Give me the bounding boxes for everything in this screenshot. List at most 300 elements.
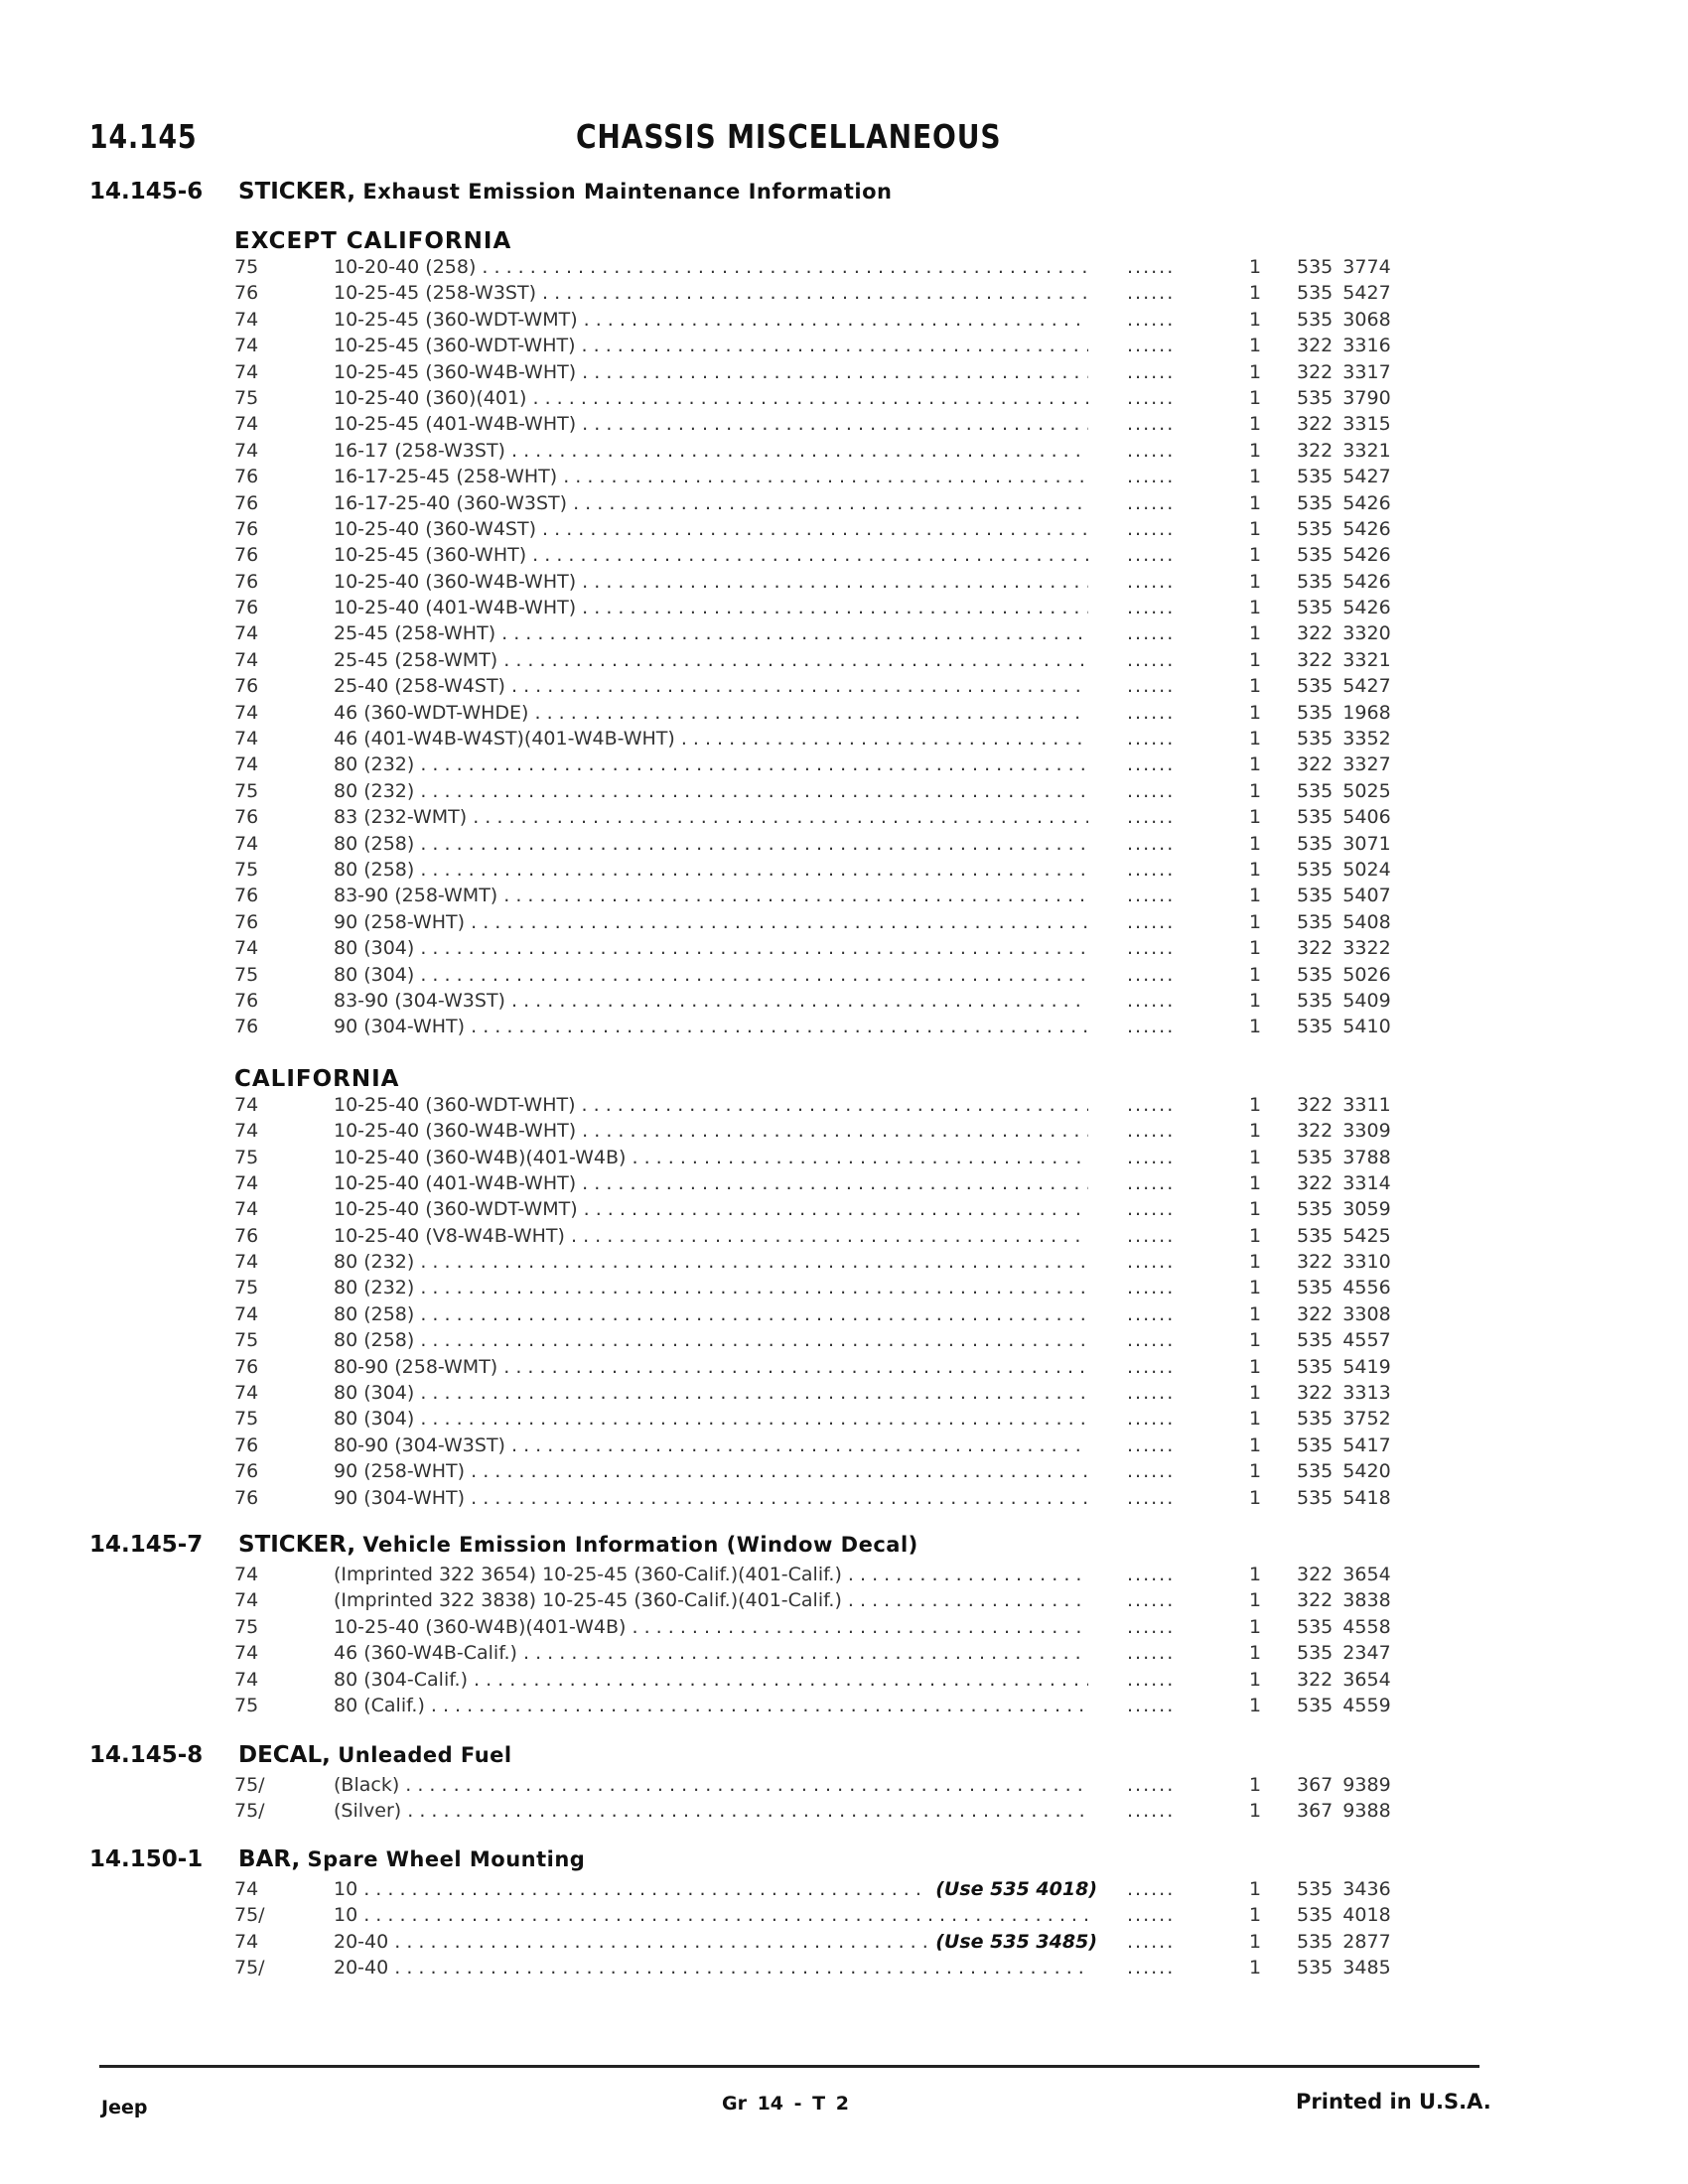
section-subtitle: Spare Wheel Mounting bbox=[307, 1847, 586, 1871]
leader-dots: ...... bbox=[1127, 832, 1176, 855]
leader-dots: ...... bbox=[1127, 1224, 1176, 1247]
list-item bbox=[0, 361, 1688, 387]
parts-list-window-decal bbox=[0, 1564, 1688, 1720]
part-number: 535 5026 bbox=[1297, 963, 1391, 986]
model-year: 75/ bbox=[234, 1774, 265, 1796]
part-number: 322 3321 bbox=[1297, 648, 1391, 671]
item-description: 80 (258) . . . bbox=[334, 1329, 1088, 1351]
list-item bbox=[0, 1589, 1688, 1615]
part-number: 535 5417 bbox=[1297, 1433, 1391, 1456]
section-14-145-8 bbox=[0, 1742, 1688, 1827]
section-keyword: BAR, bbox=[238, 1846, 301, 1872]
part-number: 535 5024 bbox=[1297, 858, 1391, 881]
quantity: 1 bbox=[1249, 1878, 1262, 1900]
model-year: 74 bbox=[234, 1878, 259, 1900]
list-item bbox=[0, 728, 1688, 753]
quantity: 1 bbox=[1249, 963, 1262, 986]
list-item bbox=[0, 1356, 1688, 1382]
part-number: 535 5426 bbox=[1297, 544, 1391, 567]
section-subtitle: Unleaded Fuel bbox=[338, 1743, 512, 1767]
list-item bbox=[0, 964, 1688, 990]
leader-dots: ...... bbox=[1127, 806, 1176, 829]
part-number: 535 3752 bbox=[1297, 1408, 1391, 1431]
list-item bbox=[0, 1016, 1688, 1041]
item-description: 83 (232-WMT) . . . bbox=[334, 806, 1088, 828]
quantity: 1 bbox=[1249, 1171, 1262, 1194]
item-description: 80 (258) . . . bbox=[334, 859, 1088, 881]
list-item bbox=[0, 885, 1688, 910]
item-description: 80 (304) . . . bbox=[334, 937, 1088, 959]
part-number: 367 9388 bbox=[1297, 1800, 1391, 1823]
item-description: 80 (232) . . . bbox=[334, 780, 1088, 802]
footer-rule bbox=[99, 2065, 1479, 2068]
list-item bbox=[0, 1460, 1688, 1486]
list-item bbox=[0, 1669, 1688, 1695]
parts-list-except-california bbox=[0, 256, 1688, 1042]
part-number: 535 3059 bbox=[1297, 1198, 1391, 1221]
item-description: 80-90 (304-W3ST) . . . bbox=[334, 1434, 1088, 1456]
list-item bbox=[0, 492, 1688, 518]
part-number: 322 3838 bbox=[1297, 1589, 1391, 1612]
quantity: 1 bbox=[1249, 701, 1262, 724]
list-item bbox=[0, 1198, 1688, 1224]
model-year: 74 bbox=[234, 937, 259, 960]
part-number: 535 4556 bbox=[1297, 1277, 1391, 1299]
item-description: 80 (304) . . . bbox=[334, 1408, 1088, 1430]
model-year: 75 bbox=[234, 1277, 259, 1299]
part-number: 535 5427 bbox=[1297, 282, 1391, 305]
leader-dots: ...... bbox=[1127, 1904, 1176, 1927]
leader-dots: ...... bbox=[1127, 413, 1176, 436]
list-item bbox=[0, 859, 1688, 885]
leader-dots: ...... bbox=[1127, 779, 1176, 802]
quantity: 1 bbox=[1249, 1329, 1262, 1352]
leader-dots: ...... bbox=[1127, 308, 1176, 331]
item-description: 16-17-25-45 (258-WHT) . . . bbox=[334, 466, 1088, 487]
quantity: 1 bbox=[1249, 1774, 1262, 1796]
leader-dots: ...... bbox=[1127, 1668, 1176, 1691]
leader-dots: ...... bbox=[1127, 1093, 1176, 1116]
model-year: 74 bbox=[234, 308, 259, 331]
leader-dots: ...... bbox=[1127, 937, 1176, 960]
quantity: 1 bbox=[1249, 1930, 1262, 1953]
list-item bbox=[0, 1303, 1688, 1329]
model-year: 75 bbox=[234, 1408, 259, 1431]
model-year: 74 bbox=[234, 1564, 259, 1585]
list-item bbox=[0, 1382, 1688, 1408]
model-year: 74 bbox=[234, 1382, 259, 1405]
item-description: 10-25-40 (360-W4B-WHT) . . . bbox=[334, 1120, 1088, 1142]
item-description: 46 (401-W4B-W4ST)(401-W4B-WHT) . . . bbox=[334, 728, 1088, 750]
model-year: 75/ bbox=[234, 1800, 265, 1823]
part-number: 535 4018 bbox=[1297, 1904, 1391, 1927]
leader-dots: ...... bbox=[1127, 1355, 1176, 1378]
list-item bbox=[0, 544, 1688, 570]
leader-dots: ...... bbox=[1127, 1120, 1176, 1143]
item-description: 25-40 (258-W4ST) . . . bbox=[334, 675, 1088, 697]
list-item bbox=[0, 1695, 1688, 1720]
part-number: 535 3436 bbox=[1297, 1878, 1391, 1900]
quantity: 1 bbox=[1249, 806, 1262, 829]
list-item bbox=[0, 622, 1688, 648]
list-item bbox=[0, 1329, 1688, 1355]
leader-dots: ...... bbox=[1127, 989, 1176, 1012]
section-14-150-1 bbox=[0, 1846, 1688, 1983]
item-description: (Imprinted 322 3654) 10-25-45 (360-Calif.)(401-Calif.) . . . bbox=[334, 1564, 1088, 1585]
leader-dots: ...... bbox=[1127, 1198, 1176, 1221]
quantity: 1 bbox=[1249, 1668, 1262, 1691]
model-year: 76 bbox=[234, 491, 259, 514]
list-item bbox=[0, 413, 1688, 439]
section-keyword: STICKER, bbox=[238, 1532, 356, 1558]
model-year: 76 bbox=[234, 570, 259, 593]
part-number: 322 3321 bbox=[1297, 439, 1391, 462]
model-year: 75 bbox=[234, 1329, 259, 1352]
item-description: 46 (360-WDT-WHDE) . . . bbox=[334, 702, 1088, 724]
item-description: 46 (360-W4B-Calif.) . . . bbox=[334, 1642, 1088, 1664]
model-year: 74 bbox=[234, 1120, 259, 1143]
model-year: 74 bbox=[234, 832, 259, 855]
list-item bbox=[0, 256, 1688, 282]
list-item bbox=[0, 1800, 1688, 1826]
item-description: 10-25-40 (V8-W4B-WHT) . . . bbox=[334, 1225, 1088, 1247]
part-number: 535 5420 bbox=[1297, 1460, 1391, 1483]
model-year: 76 bbox=[234, 989, 259, 1012]
leader-dots: ...... bbox=[1127, 1433, 1176, 1456]
leader-dots: ...... bbox=[1127, 675, 1176, 698]
part-number: 535 2347 bbox=[1297, 1642, 1391, 1665]
model-year: 76 bbox=[234, 544, 259, 567]
leader-dots: ...... bbox=[1127, 858, 1176, 881]
part-number: 535 5418 bbox=[1297, 1486, 1391, 1509]
list-item bbox=[0, 702, 1688, 728]
model-year: 76 bbox=[234, 466, 259, 488]
model-year: 75 bbox=[234, 1146, 259, 1168]
item-description: 25-45 (258-WMT) . . . bbox=[334, 649, 1088, 671]
list-item bbox=[0, 780, 1688, 806]
quantity: 1 bbox=[1249, 1355, 1262, 1378]
part-number: 535 5407 bbox=[1297, 885, 1391, 907]
quantity: 1 bbox=[1249, 1251, 1262, 1274]
model-year: 76 bbox=[234, 910, 259, 933]
list-item bbox=[0, 282, 1688, 308]
footer-brand: Jeep bbox=[101, 2097, 148, 2118]
item-description: 10-25-40 (360-W4ST) . . . bbox=[334, 518, 1088, 540]
item-description: 16-17 (258-W3ST) . . . bbox=[334, 440, 1088, 462]
leader-dots: ...... bbox=[1127, 466, 1176, 488]
quantity: 1 bbox=[1249, 1486, 1262, 1509]
list-item bbox=[0, 1904, 1688, 1930]
quantity: 1 bbox=[1249, 1460, 1262, 1483]
list-item bbox=[0, 1878, 1688, 1904]
leader-dots: ...... bbox=[1127, 597, 1176, 619]
part-number: 535 3071 bbox=[1297, 832, 1391, 855]
list-item bbox=[0, 1225, 1688, 1251]
list-item bbox=[0, 597, 1688, 622]
leader-dots: ...... bbox=[1127, 1146, 1176, 1168]
part-number: 322 3320 bbox=[1297, 622, 1391, 645]
quantity: 1 bbox=[1249, 544, 1262, 567]
list-item bbox=[0, 911, 1688, 937]
leader-dots: ...... bbox=[1127, 1800, 1176, 1823]
quantity: 1 bbox=[1249, 517, 1262, 540]
model-year: 76 bbox=[234, 885, 259, 907]
leader-dots: ...... bbox=[1127, 1589, 1176, 1612]
quantity: 1 bbox=[1249, 622, 1262, 645]
list-item bbox=[0, 1147, 1688, 1172]
leader-dots: ...... bbox=[1127, 282, 1176, 305]
part-number: 322 3317 bbox=[1297, 360, 1391, 383]
part-number: 367 9389 bbox=[1297, 1774, 1391, 1796]
leader-dots: ...... bbox=[1127, 1957, 1176, 1979]
section-title bbox=[238, 1742, 512, 1768]
section-14-145-6 bbox=[0, 179, 1688, 1513]
leader-dots: ...... bbox=[1127, 335, 1176, 357]
leader-dots: ...... bbox=[1127, 544, 1176, 567]
part-number: 535 3790 bbox=[1297, 386, 1391, 409]
part-number: 535 5427 bbox=[1297, 675, 1391, 698]
list-item bbox=[0, 1642, 1688, 1668]
part-number: 535 5427 bbox=[1297, 466, 1391, 488]
part-number: 322 3654 bbox=[1297, 1564, 1391, 1585]
list-item bbox=[0, 753, 1688, 779]
leader-dots: ...... bbox=[1127, 1302, 1176, 1325]
list-item bbox=[0, 1564, 1688, 1589]
model-year: 74 bbox=[234, 1930, 259, 1953]
model-year: 76 bbox=[234, 282, 259, 305]
quantity: 1 bbox=[1249, 386, 1262, 409]
model-year: 74 bbox=[234, 1198, 259, 1221]
list-item bbox=[0, 1774, 1688, 1800]
quantity: 1 bbox=[1249, 1146, 1262, 1168]
quantity: 1 bbox=[1249, 989, 1262, 1012]
list-item bbox=[0, 1172, 1688, 1198]
leader-dots: ...... bbox=[1127, 256, 1176, 278]
part-number: 535 5419 bbox=[1297, 1355, 1391, 1378]
leader-dots: ...... bbox=[1127, 386, 1176, 409]
part-number: 535 5025 bbox=[1297, 779, 1391, 802]
part-number: 535 3485 bbox=[1297, 1957, 1391, 1979]
model-year: 74 bbox=[234, 335, 259, 357]
quantity: 1 bbox=[1249, 1382, 1262, 1405]
model-year: 76 bbox=[234, 675, 259, 698]
quantity: 1 bbox=[1249, 360, 1262, 383]
item-description: 10-25-45 (360-WDT-WHT) . . . bbox=[334, 335, 1088, 356]
quantity: 1 bbox=[1249, 1198, 1262, 1221]
item-description: 90 (304-WHT) . . . bbox=[334, 1487, 1088, 1509]
model-year: 76 bbox=[234, 1224, 259, 1247]
leader-dots: ...... bbox=[1127, 1277, 1176, 1299]
item-description: 80 (232) . . . bbox=[334, 1251, 1088, 1273]
model-year: 74 bbox=[234, 753, 259, 776]
quantity: 1 bbox=[1249, 832, 1262, 855]
leader-dots: ...... bbox=[1127, 1016, 1176, 1038]
item-description: 83-90 (304-W3ST) . . . bbox=[334, 990, 1088, 1012]
list-item bbox=[0, 1434, 1688, 1460]
model-year: 74 bbox=[234, 360, 259, 383]
list-item bbox=[0, 309, 1688, 335]
quantity: 1 bbox=[1249, 753, 1262, 776]
leader-dots: ...... bbox=[1127, 728, 1176, 751]
part-number: 322 3309 bbox=[1297, 1120, 1391, 1143]
item-description: 10 . . . bbox=[334, 1904, 1088, 1926]
list-item bbox=[0, 387, 1688, 413]
item-description: 80 (258) . . . bbox=[334, 1303, 1088, 1325]
item-description: 90 (304-WHT) . . . bbox=[334, 1016, 1088, 1037]
list-item bbox=[0, 1094, 1688, 1120]
footer-printed: Printed in U.S.A. bbox=[1296, 2090, 1491, 2114]
leader-dots: ...... bbox=[1127, 1930, 1176, 1953]
quantity: 1 bbox=[1249, 858, 1262, 881]
model-year: 74 bbox=[234, 1642, 259, 1665]
quantity: 1 bbox=[1249, 256, 1262, 278]
list-item bbox=[0, 1957, 1688, 1982]
item-description: 80 (304) . . . bbox=[334, 1382, 1088, 1404]
model-year: 76 bbox=[234, 806, 259, 829]
leader-dots: ...... bbox=[1127, 753, 1176, 776]
leader-dots: ...... bbox=[1127, 1329, 1176, 1352]
item-description: 16-17-25-40 (360-W3ST) . . . bbox=[334, 492, 1088, 514]
part-number: 322 3311 bbox=[1297, 1093, 1391, 1116]
quantity: 1 bbox=[1249, 1800, 1262, 1823]
model-year: 76 bbox=[234, 1460, 259, 1483]
leader-dots: ...... bbox=[1127, 1171, 1176, 1194]
item-description: 10-25-40 (360-W4B-WHT) . . . bbox=[334, 571, 1088, 593]
part-number: 322 3314 bbox=[1297, 1171, 1391, 1194]
item-description: 10-25-40 (360-W4B)(401-W4B) . . . bbox=[334, 1616, 1088, 1638]
item-description: 80 (304-Calif.) . . . bbox=[334, 1669, 1088, 1691]
leader-dots: ...... bbox=[1127, 963, 1176, 986]
quantity: 1 bbox=[1249, 1224, 1262, 1247]
part-number: 535 3788 bbox=[1297, 1146, 1391, 1168]
item-description: (Black) . . . bbox=[334, 1774, 1088, 1796]
item-description: 80 (232) . . . bbox=[334, 753, 1088, 775]
list-item bbox=[0, 649, 1688, 675]
page-number: 14.145 bbox=[89, 117, 198, 156]
item-description: 80 (304) . . . bbox=[334, 964, 1088, 986]
leader-dots: ...... bbox=[1127, 1615, 1176, 1638]
list-item bbox=[0, 833, 1688, 859]
list-item bbox=[0, 675, 1688, 701]
item-description: 10-25-40 (360-W4B)(401-W4B) . . . bbox=[334, 1147, 1088, 1168]
item-description: (Imprinted 322 3838) 10-25-45 (360-Calif.)(401-Calif.) . . . bbox=[334, 1589, 1088, 1611]
item-description: 10-25-45 (360-WDT-WMT) . . . bbox=[334, 309, 1088, 331]
list-item bbox=[0, 518, 1688, 544]
quantity: 1 bbox=[1249, 1093, 1262, 1116]
quantity: 1 bbox=[1249, 1957, 1262, 1979]
quantity: 1 bbox=[1249, 1302, 1262, 1325]
model-year: 75 bbox=[234, 779, 259, 802]
quantity: 1 bbox=[1249, 779, 1262, 802]
item-description: 80 (258) . . . bbox=[334, 833, 1088, 855]
item-description: 90 (258-WHT) . . . bbox=[334, 1460, 1088, 1482]
model-year: 74 bbox=[234, 1302, 259, 1325]
list-item bbox=[0, 440, 1688, 466]
part-number: 535 5426 bbox=[1297, 517, 1391, 540]
item-description: 10-25-45 (401-W4B-WHT) . . . bbox=[334, 413, 1088, 435]
section-number: 14.150-1 bbox=[89, 1846, 204, 1872]
quantity: 1 bbox=[1249, 1564, 1262, 1585]
page-title: CHASSIS MISCELLANEOUS bbox=[576, 117, 1002, 156]
leader-dots: ...... bbox=[1127, 360, 1176, 383]
model-year: 76 bbox=[234, 597, 259, 619]
model-year: 74 bbox=[234, 622, 259, 645]
list-item bbox=[0, 1408, 1688, 1433]
model-year: 76 bbox=[234, 1355, 259, 1378]
part-number: 322 3313 bbox=[1297, 1382, 1391, 1405]
parts-list-california bbox=[0, 1094, 1688, 1513]
leader-dots: ...... bbox=[1127, 701, 1176, 724]
model-year: 76 bbox=[234, 1433, 259, 1456]
item-description: 10 . . . bbox=[334, 1878, 1088, 1900]
part-number: 535 5409 bbox=[1297, 989, 1391, 1012]
part-number: 535 5426 bbox=[1297, 491, 1391, 514]
leader-dots: ...... bbox=[1127, 648, 1176, 671]
section-number: 14.145-8 bbox=[89, 1742, 204, 1768]
quantity: 1 bbox=[1249, 597, 1262, 619]
section-subtitle: Exhaust Emission Maintenance Information bbox=[362, 180, 893, 204]
part-number: 322 3316 bbox=[1297, 335, 1391, 357]
list-item bbox=[0, 1487, 1688, 1513]
leader-dots: ...... bbox=[1127, 491, 1176, 514]
list-item bbox=[0, 466, 1688, 491]
quantity: 1 bbox=[1249, 1120, 1262, 1143]
leader-dots: ...... bbox=[1127, 570, 1176, 593]
item-description: (Silver) . . . bbox=[334, 1800, 1088, 1822]
leader-dots: ...... bbox=[1127, 1564, 1176, 1585]
section-title bbox=[238, 1846, 585, 1872]
model-year: 75/ bbox=[234, 1957, 265, 1979]
quantity: 1 bbox=[1249, 1589, 1262, 1612]
model-year: 75 bbox=[234, 1615, 259, 1638]
quantity: 1 bbox=[1249, 282, 1262, 305]
quantity: 1 bbox=[1249, 1433, 1262, 1456]
item-description: 80 (Calif.) . . . bbox=[334, 1695, 1088, 1716]
quantity: 1 bbox=[1249, 728, 1262, 751]
item-description: 25-45 (258-WHT) . . . bbox=[334, 622, 1088, 644]
quantity: 1 bbox=[1249, 1016, 1262, 1038]
leader-dots: ...... bbox=[1127, 1694, 1176, 1716]
footer-group-code: Gr 14 - T 2 bbox=[722, 2093, 849, 2115]
item-description: 10-25-40 (360-WDT-WHT) . . . bbox=[334, 1094, 1088, 1116]
list-item bbox=[0, 335, 1688, 360]
part-number: 535 4559 bbox=[1297, 1694, 1391, 1716]
quantity: 1 bbox=[1249, 1615, 1262, 1638]
part-number: 322 3322 bbox=[1297, 937, 1391, 960]
section-keyword: STICKER, bbox=[238, 179, 356, 205]
part-number: 535 4557 bbox=[1297, 1329, 1391, 1352]
item-description: 10-25-40 (360-WDT-WMT) . . . bbox=[334, 1198, 1088, 1220]
quantity: 1 bbox=[1249, 885, 1262, 907]
list-item bbox=[0, 1931, 1688, 1957]
quantity: 1 bbox=[1249, 413, 1262, 436]
leader-dots: ...... bbox=[1127, 1408, 1176, 1431]
model-year: 74 bbox=[234, 1668, 259, 1691]
quantity: 1 bbox=[1249, 308, 1262, 331]
part-number: 535 5410 bbox=[1297, 1016, 1391, 1038]
part-number: 535 5408 bbox=[1297, 910, 1391, 933]
model-year: 75/ bbox=[234, 1904, 265, 1927]
section-number: 14.145-6 bbox=[89, 179, 204, 205]
part-number: 535 3068 bbox=[1297, 308, 1391, 331]
part-number: 322 3654 bbox=[1297, 1668, 1391, 1691]
item-description: 80 (232) . . . bbox=[334, 1277, 1088, 1298]
quantity: 1 bbox=[1249, 1904, 1262, 1927]
model-year: 75 bbox=[234, 256, 259, 278]
quantity: 1 bbox=[1249, 675, 1262, 698]
leader-dots: ...... bbox=[1127, 622, 1176, 645]
quantity: 1 bbox=[1249, 439, 1262, 462]
